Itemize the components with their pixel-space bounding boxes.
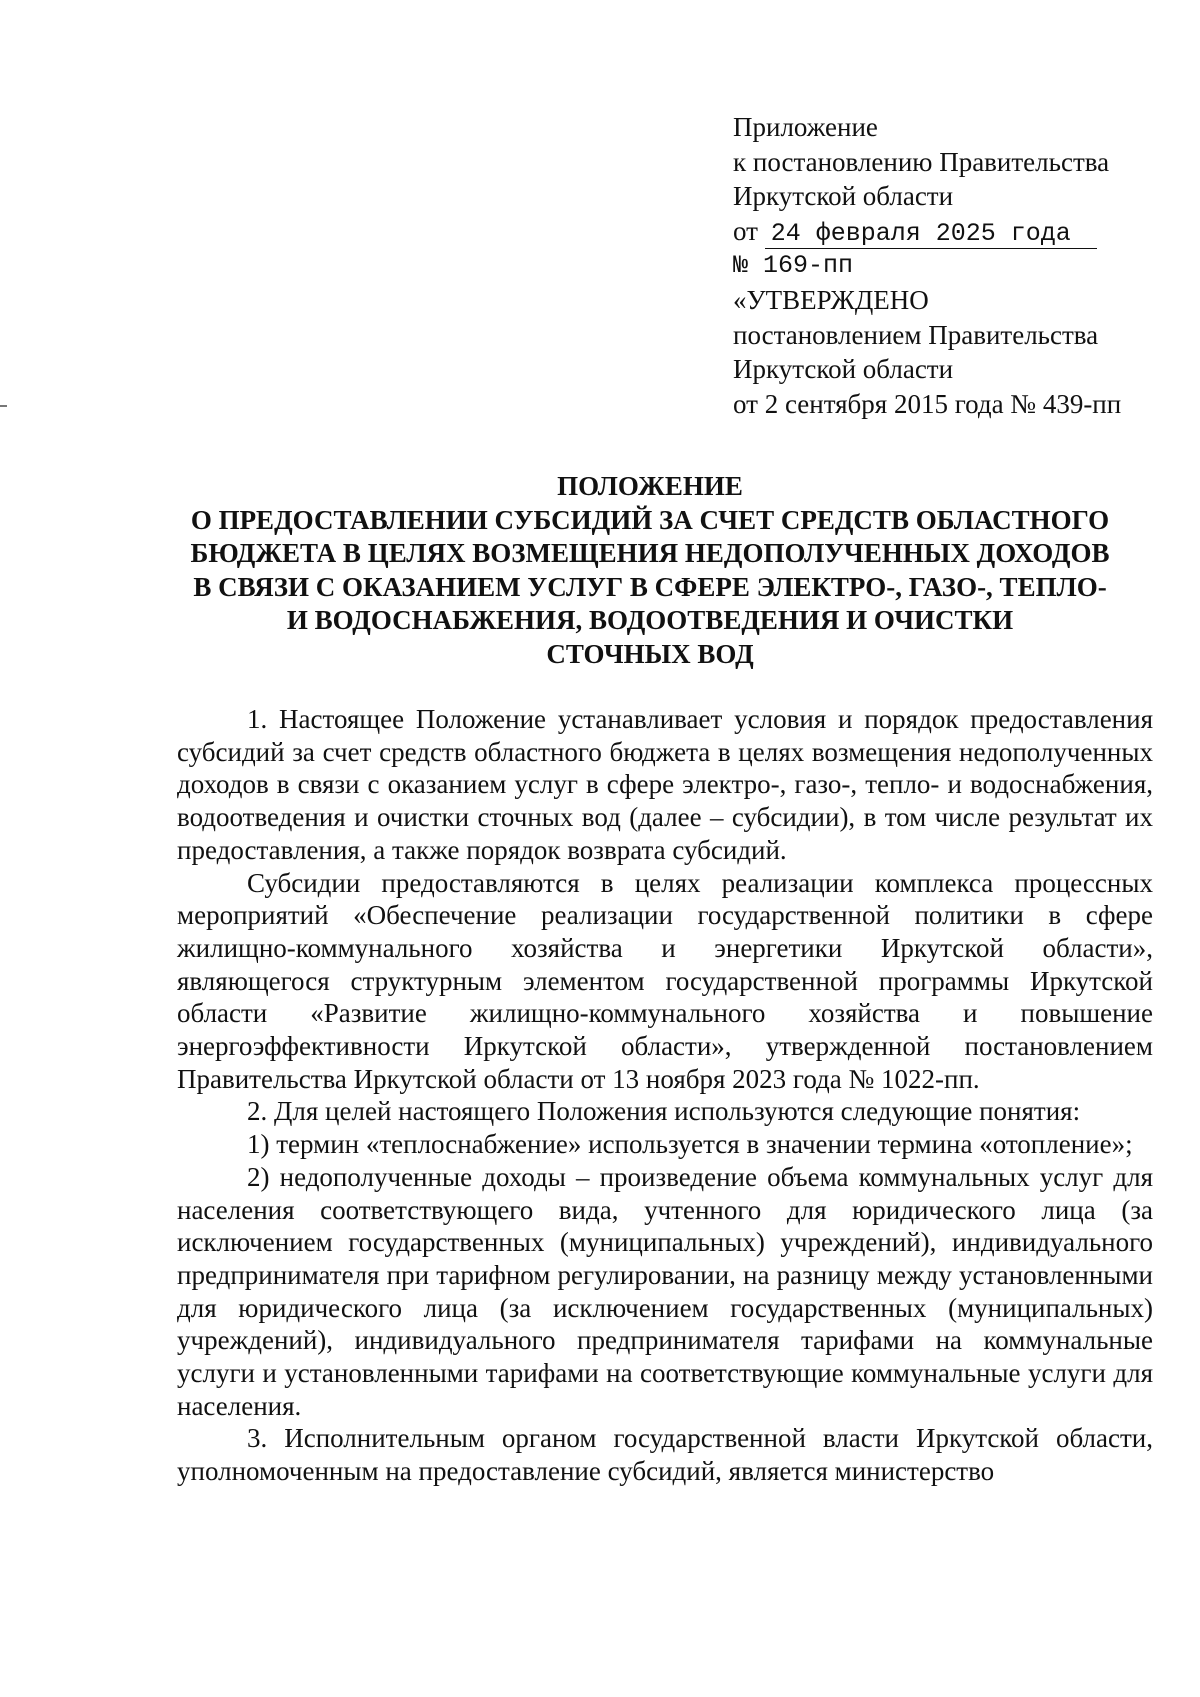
paragraph-2: Субсидии предоставляются в целях реализации комплекса процессных мероприятий «Обеспечение реализации государственной политики в сфере жилищно-коммунального хозяйства и энергетики Иркутской области», являющегося структурным элементом государственной программы Иркутской области «Развитие жилищно-коммунального хозяйства и повышение энергоэффективности Иркутской области», утвержденной постановлением Правительства Иркутской области от 13 ноября 2023 года № 1022-пп. xyxy=(177,867,1153,1094)
scan-margin-mark xyxy=(0,405,7,407)
resolution-number: № 169-пп xyxy=(733,250,854,280)
title-line-6: СТОЧНЫХ ВОД xyxy=(546,638,754,669)
paragraph-5: 2) недополученные доходы – произведение объема коммунальных услуг для населения соответствующего вида, учтенного для юридического лица (за исключением государственных (муниципальных) учреждений), индивидуального предпринимателя при тарифном регулировании, на разницу между установленными для юридического лица (за исключением государственных (муниципальных) учреждений), индивидуального предпринимателя тарифами на коммунальные услуги и установленными тарифами на соответствующие коммунальные услуги для населения. xyxy=(177,1161,1153,1421)
appendix-header xyxy=(733,110,1173,421)
title-line-2: О ПРЕДОСТАВЛЕНИИ СУБСИДИЙ ЗА СЧЕТ СРЕДСТВ ОБЛАСТНОГО xyxy=(190,504,1110,535)
date-value: 24 февраля 2025 года xyxy=(765,220,1097,249)
appendix-region: Иркутской области xyxy=(733,181,954,211)
paragraph-3: 2. Для целей настоящего Положения используются следующие понятия: xyxy=(247,1096,1081,1127)
paragraph-6: 3. Исполнительным органом государственной власти Иркутской области, уполномоченным на предоставление субсидий, является министерство xyxy=(177,1423,1153,1487)
approved-region: Иркутской области xyxy=(733,354,954,384)
paragraph-4: 1) термин «теплоснабжение» используется в значении термина «отопление»; xyxy=(247,1129,1133,1160)
approved-date: от 2 сентября 2015 года № 439-пп xyxy=(733,388,1122,419)
appendix-label: Приложение xyxy=(733,112,878,142)
title-line-1: ПОЛОЖЕНИЕ xyxy=(557,471,743,501)
approved-by: постановлением Правительства xyxy=(733,319,1099,350)
appendix-date-line xyxy=(733,214,1173,249)
appendix-resolution-ref: к постановлению Правительства xyxy=(733,146,1110,177)
approved-label: «УТВЕРЖДЕНО xyxy=(733,285,929,315)
date-prefix: от xyxy=(733,215,758,246)
paragraph-1: 1. Настоящее Положение устанавливает условия и порядок предоставления субсидий за счет средств областного бюджета в целях возмещения недополученных доходов в связи с оказанием услуг в сфере электро-, газо-, тепло- и водоснабжения, водоотведения и очистки сточных вод (далее – субсидии), в том числе результат их предоставления, а также порядок возврата субсидий. xyxy=(177,704,1153,865)
document-title xyxy=(150,470,1150,671)
title-line-3: БЮДЖЕТА В ЦЕЛЯХ ВОЗМЕЩЕНИЯ НЕДОПОЛУЧЕННЫХ ДОХОДОВ xyxy=(190,538,1110,568)
title-line-5: И ВОДОСНАБЖЕНИЯ, ВОДООТВЕДЕНИЯ И ОЧИСТКИ xyxy=(286,605,1014,635)
title-line-4: В СВЯЗИ С ОКАЗАНИЕМ УСЛУГ В СФЕРЕ ЭЛЕКТРО-, ГАЗО-, ТЕПЛО- xyxy=(193,571,1107,602)
document-body xyxy=(177,703,1153,1488)
